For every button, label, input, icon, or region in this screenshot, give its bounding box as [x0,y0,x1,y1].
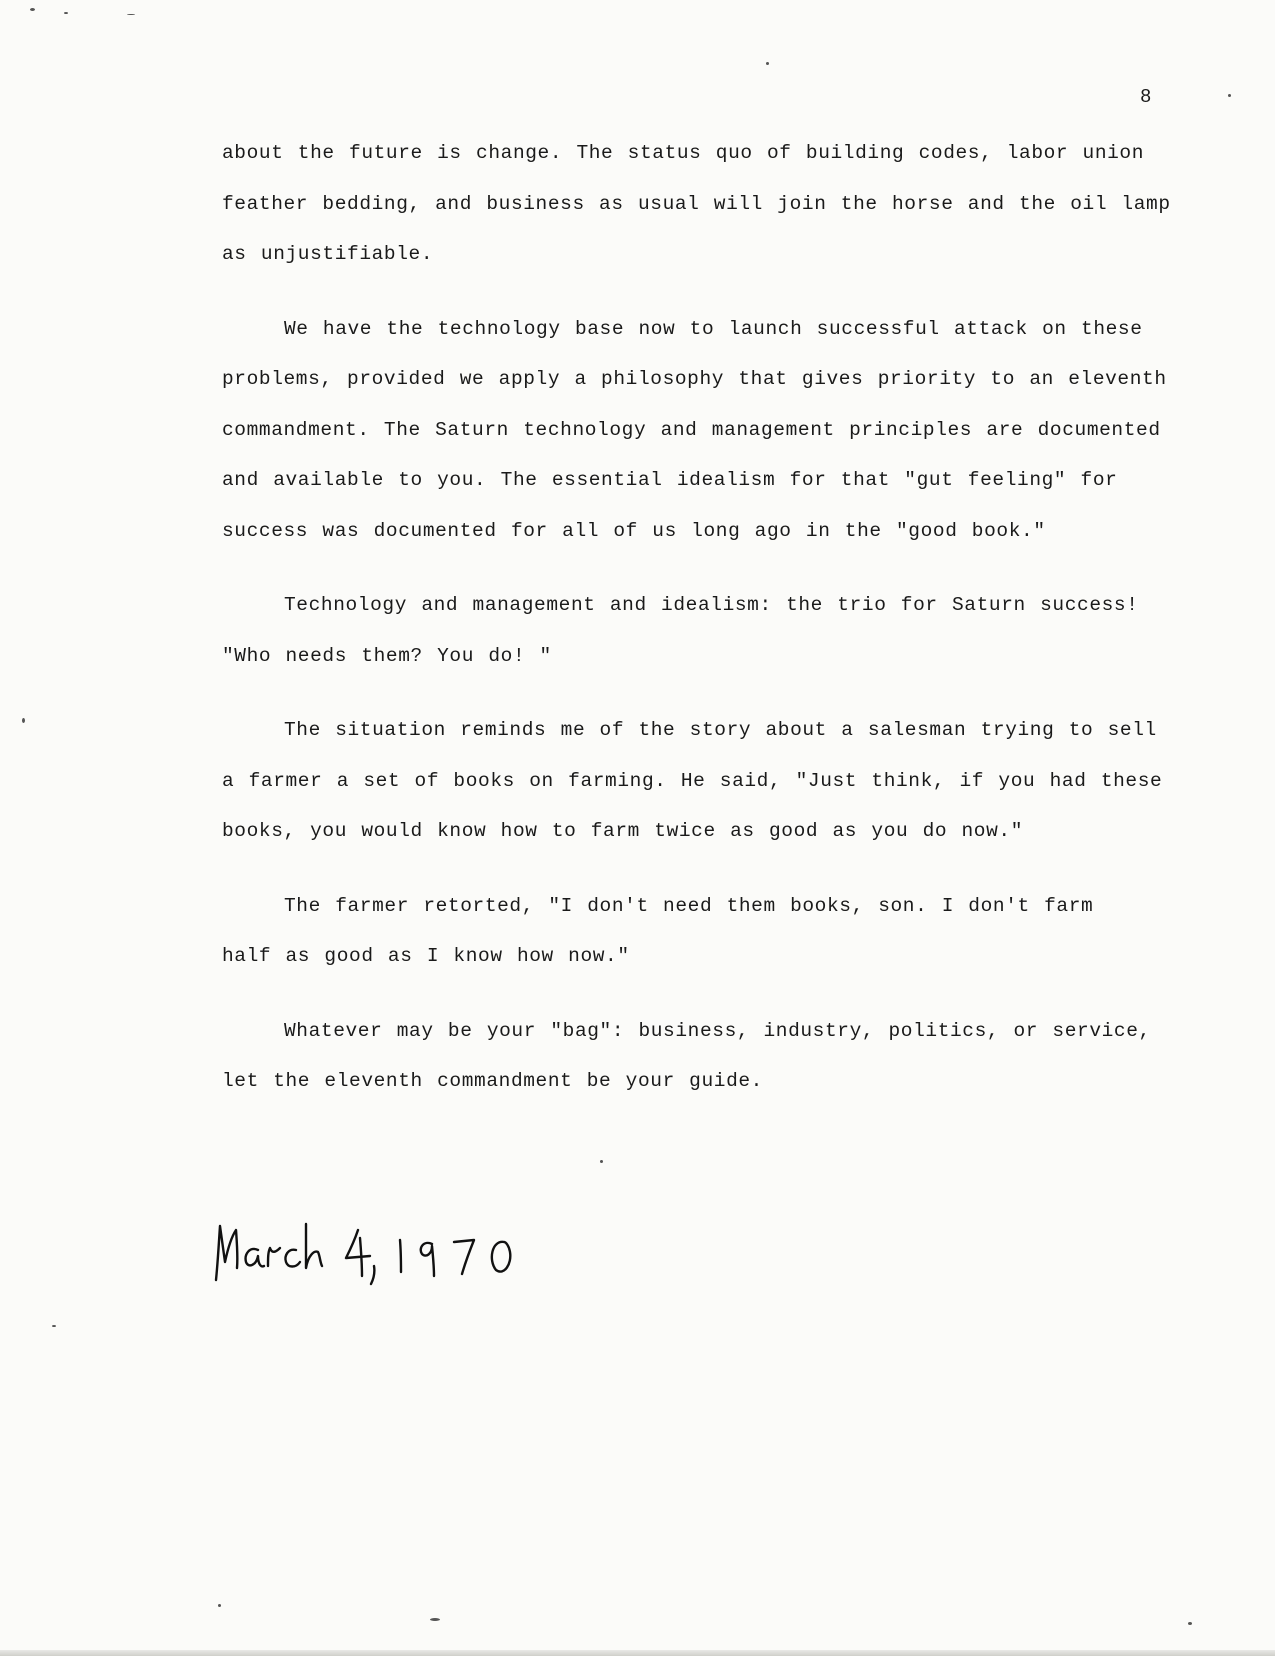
text-line: about the future is change. The status quo of building codes, labor union [222,142,1145,164]
scan-speck [766,62,769,65]
text-line: problems, provided we apply a philosophy that gives priority to an eleventh [222,368,1167,390]
text-line: as unjustifiable. [222,243,434,265]
scan-speck [430,1618,440,1621]
text-line: success was documented for all of us long ago in the "good book." [222,519,1046,542]
paragraph-2 [222,304,1202,557]
scan-speck [52,1325,56,1327]
text-line: let the eleventh commandment be your guide. [222,1070,763,1092]
text-line: and available to you. The essential idealism for that "gut feeling" for [222,469,1118,491]
text-line: Technology and management and idealism: the trio for Saturn success! [284,594,1139,616]
paragraph-3 [222,580,1202,681]
text-line: a farmer a set of books on farming. He said, "Just think, if you had these [222,769,1163,792]
page-number: 8 [1140,86,1152,108]
text-line: feather bedding, and business as usual will join the horse and the oil lamp [222,192,1171,215]
paragraph-5 [222,881,1202,982]
text-line: "Who needs them? You do! " [222,644,552,667]
text-line: commandment. The Saturn technology and management principles are documented [222,418,1161,441]
text-line: Whatever may be your "bag": business, industry, politics, or service, [284,1019,1151,1042]
scan-speck [1188,1622,1192,1625]
scan-speck [218,1604,221,1607]
scan-speck [64,12,68,14]
scan-speck [22,718,25,723]
text-line: half as good as I know how now." [222,945,630,967]
scan-speck [30,8,35,11]
scan-speck [600,1160,603,1163]
text-line: The farmer retorted, "I don't need them books, son. I don't farm [284,894,1094,917]
body-text [222,128,1202,1131]
text-line: We have the technology base now to launch successful attack on these [284,317,1143,340]
scan-speck [1228,94,1231,97]
handwritten-date [210,1210,540,1300]
paragraph-1 [222,128,1202,280]
scan-speck [127,14,135,15]
paragraph-6 [222,1006,1202,1107]
paragraph-4 [222,705,1202,857]
text-line: books, you would know how to farm twice as good as you do now." [222,820,1024,842]
page-edge [0,1650,1275,1656]
text-line: The situation reminds me of the story about a salesman trying to sell [284,719,1157,741]
